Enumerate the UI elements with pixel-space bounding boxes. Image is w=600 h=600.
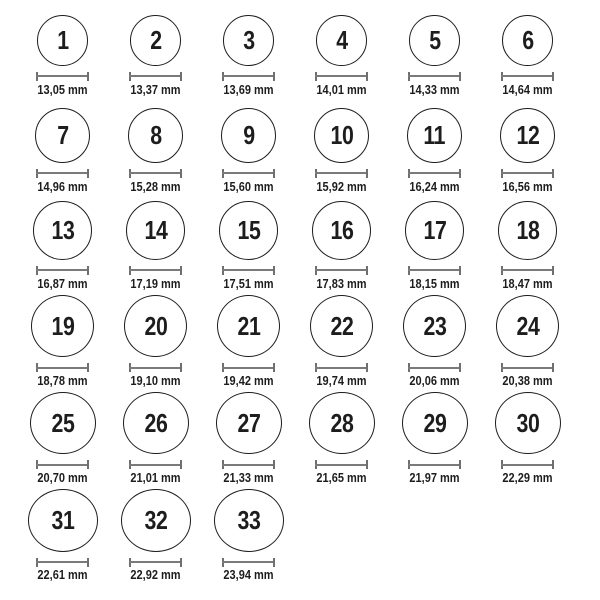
diameter-measure <box>501 460 554 468</box>
ring-size-cell <box>202 198 295 295</box>
diameter-measure <box>222 460 275 468</box>
diameter-measure <box>129 558 182 566</box>
chart-row <box>16 295 600 392</box>
diameter-label: 13,05 mm <box>37 82 88 97</box>
measure-line <box>129 561 182 563</box>
ring-circle <box>28 489 98 552</box>
ring-circle <box>316 15 367 66</box>
ring-circle <box>310 295 373 357</box>
measure-tick-right-icon <box>366 169 368 178</box>
diameter-measure <box>129 266 182 275</box>
diameter-label: 17,83 mm <box>316 276 367 291</box>
ring-size-number: 3 <box>242 25 255 56</box>
ring-size-number: 14 <box>144 215 167 246</box>
measure-line <box>501 172 554 174</box>
measure-line <box>222 172 275 174</box>
ring-size-cell <box>388 198 481 295</box>
measure-tick-right-icon <box>87 169 89 178</box>
diameter-measure <box>315 363 368 372</box>
measure-line <box>501 464 554 466</box>
ring-circle <box>31 295 94 357</box>
ring-size-cell <box>16 392 109 489</box>
measure-line <box>36 561 89 563</box>
ring-circle <box>500 108 555 163</box>
ring-size-number: 24 <box>516 311 539 341</box>
diameter-label: 17,19 mm <box>130 276 181 291</box>
measure-tick-right-icon <box>273 72 275 81</box>
ring-circle <box>30 392 96 454</box>
ring-size-number: 17 <box>423 215 446 246</box>
measure-line <box>501 75 554 77</box>
diameter-label: 13,69 mm <box>223 82 274 97</box>
measure-line <box>222 269 275 271</box>
measure-tick-right-icon <box>273 363 275 372</box>
measure-tick-right-icon <box>459 169 461 178</box>
ring-circle <box>35 108 90 163</box>
ring-size-cell <box>388 101 481 198</box>
measure-line <box>222 561 275 563</box>
ring-size-cell <box>16 4 109 101</box>
ring-size-cell <box>388 295 481 392</box>
measure-tick-right-icon <box>552 266 554 275</box>
ring-size-cell <box>109 295 202 392</box>
ring-size-cell <box>481 198 574 295</box>
measure-line <box>408 464 461 466</box>
measure-tick-right-icon <box>87 460 89 469</box>
ring-size-cell <box>16 489 109 586</box>
measure-tick-right-icon <box>180 558 182 567</box>
measure-tick-right-icon <box>273 460 275 469</box>
measure-tick-right-icon <box>366 363 368 372</box>
diameter-label: 14,01 mm <box>316 82 367 97</box>
ring-circle <box>123 392 189 454</box>
measure-line <box>408 75 461 77</box>
ring-circle <box>409 15 460 66</box>
ring-size-cell <box>481 392 574 489</box>
measure-line <box>315 367 368 369</box>
measure-tick-right-icon <box>180 169 182 178</box>
ring-size-number: 27 <box>237 408 260 439</box>
diameter-label: 14,64 mm <box>502 82 553 97</box>
measure-line <box>129 172 182 174</box>
ring-size-number: 30 <box>516 408 539 439</box>
ring-size-number: 10 <box>330 120 353 151</box>
ring-size-cell <box>481 295 574 392</box>
ring-size-number: 23 <box>423 311 446 341</box>
ring-size-cell <box>295 4 388 101</box>
diameter-measure <box>36 363 89 372</box>
measure-line <box>129 75 182 77</box>
diameter-label: 20,70 mm <box>37 470 88 485</box>
diameter-measure <box>408 169 461 178</box>
measure-tick-right-icon <box>552 169 554 178</box>
ring-circle <box>495 392 561 454</box>
diameter-label: 19,10 mm <box>130 373 181 388</box>
ring-size-cell <box>481 101 574 198</box>
measure-tick-right-icon <box>552 363 554 372</box>
diameter-label: 20,38 mm <box>502 373 553 388</box>
measure-tick-right-icon <box>552 72 554 81</box>
measure-tick-right-icon <box>273 266 275 275</box>
measure-tick-right-icon <box>87 72 89 81</box>
measure-line <box>315 269 368 271</box>
ring-size-cell <box>388 392 481 489</box>
diameter-label: 16,24 mm <box>409 179 460 194</box>
ring-size-number: 15 <box>237 215 260 246</box>
diameter-measure <box>129 169 182 178</box>
diameter-measure <box>315 460 368 468</box>
ring-size-cell <box>16 101 109 198</box>
measure-line <box>501 269 554 271</box>
diameter-measure <box>36 266 89 275</box>
diameter-label: 23,94 mm <box>223 567 274 582</box>
ring-circle <box>402 392 468 454</box>
ring-circle <box>502 15 553 66</box>
diameter-measure <box>501 169 554 178</box>
measure-tick-right-icon <box>87 266 89 275</box>
diameter-measure <box>129 460 182 468</box>
measure-tick-right-icon <box>180 266 182 275</box>
ring-size-cell <box>202 4 295 101</box>
ring-size-number: 18 <box>516 215 539 246</box>
diameter-label: 21,01 mm <box>130 470 181 485</box>
ring-size-number: 20 <box>144 311 167 341</box>
diameter-label: 21,65 mm <box>316 470 367 485</box>
ring-circle <box>219 201 278 260</box>
ring-circle <box>312 201 371 260</box>
ring-circle <box>37 15 88 66</box>
diameter-label: 16,87 mm <box>37 276 88 291</box>
measure-tick-right-icon <box>180 363 182 372</box>
diameter-measure <box>408 363 461 372</box>
measure-tick-right-icon <box>87 363 89 372</box>
measure-line <box>36 269 89 271</box>
measure-line <box>315 75 368 77</box>
ring-size-number: 25 <box>51 408 74 439</box>
measure-tick-right-icon <box>366 266 368 275</box>
measure-tick-right-icon <box>552 460 554 469</box>
ring-circle <box>496 295 559 357</box>
measure-line <box>315 172 368 174</box>
diameter-label: 21,33 mm <box>223 470 274 485</box>
ring-size-cell <box>295 295 388 392</box>
ring-size-cell <box>109 392 202 489</box>
ring-size-number: 4 <box>335 25 348 56</box>
diameter-label: 14,33 mm <box>409 82 460 97</box>
ring-circle <box>309 392 375 454</box>
ring-size-cell <box>295 198 388 295</box>
ring-size-cell <box>481 4 574 101</box>
ring-circle <box>221 108 276 163</box>
ring-size-number: 7 <box>56 120 69 151</box>
ring-size-number: 28 <box>330 408 353 439</box>
ring-size-number: 9 <box>242 120 255 151</box>
ring-circle <box>405 201 464 260</box>
diameter-measure <box>36 169 89 178</box>
diameter-measure <box>315 72 368 81</box>
diameter-label: 18,47 mm <box>502 276 553 291</box>
ring-circle <box>130 15 181 66</box>
measure-tick-right-icon <box>459 460 461 469</box>
diameter-measure <box>315 266 368 275</box>
measure-tick-right-icon <box>366 460 368 469</box>
measure-line <box>222 367 275 369</box>
ring-circle <box>217 295 280 357</box>
diameter-label: 15,60 mm <box>223 179 274 194</box>
diameter-label: 22,61 mm <box>37 567 88 582</box>
measure-line <box>222 75 275 77</box>
measure-line <box>129 269 182 271</box>
ring-size-number: 22 <box>330 311 353 341</box>
ring-size-number: 26 <box>144 408 167 439</box>
chart-row <box>16 198 600 295</box>
chart-row <box>16 489 600 586</box>
ring-size-cell <box>202 295 295 392</box>
diameter-measure <box>408 460 461 468</box>
ring-circle <box>214 489 284 552</box>
ring-circle <box>126 201 185 260</box>
measure-tick-right-icon <box>273 558 275 567</box>
ring-size-cell <box>295 101 388 198</box>
ring-circle <box>124 295 187 357</box>
diameter-measure <box>501 72 554 81</box>
ring-size-number: 8 <box>149 120 162 151</box>
diameter-measure <box>222 169 275 178</box>
chart-row <box>16 4 600 101</box>
ring-circle <box>498 201 557 260</box>
ring-size-number: 11 <box>423 120 446 151</box>
diameter-label: 13,37 mm <box>130 82 181 97</box>
measure-line <box>129 464 182 466</box>
ring-circle <box>403 295 466 357</box>
ring-size-number: 21 <box>237 311 260 341</box>
measure-line <box>408 269 461 271</box>
measure-line <box>501 367 554 369</box>
measure-tick-right-icon <box>366 72 368 81</box>
diameter-label: 20,06 mm <box>409 373 460 388</box>
ring-size-number: 31 <box>51 505 74 536</box>
diameter-measure <box>408 266 461 275</box>
measure-line <box>36 75 89 77</box>
ring-size-number: 29 <box>423 408 446 439</box>
ring-circle <box>128 108 183 163</box>
diameter-label: 22,92 mm <box>130 567 181 582</box>
diameter-measure <box>36 72 89 81</box>
ring-size-cell <box>109 101 202 198</box>
measure-line <box>129 367 182 369</box>
ring-size-cell <box>388 4 481 101</box>
ring-size-number: 2 <box>149 25 162 56</box>
diameter-measure <box>408 72 461 81</box>
measure-tick-right-icon <box>87 558 89 567</box>
ring-size-number: 33 <box>237 505 260 536</box>
measure-tick-right-icon <box>459 72 461 81</box>
measure-tick-right-icon <box>180 72 182 81</box>
diameter-label: 14,96 mm <box>37 179 88 194</box>
ring-size-cell <box>202 392 295 489</box>
ring-size-number: 13 <box>51 215 74 246</box>
diameter-measure <box>501 363 554 372</box>
chart-row <box>16 101 600 198</box>
ring-circle <box>121 489 191 552</box>
diameter-label: 17,51 mm <box>223 276 274 291</box>
ring-size-cell <box>202 489 295 586</box>
ring-circle <box>407 108 462 163</box>
measure-line <box>36 172 89 174</box>
ring-size-number: 16 <box>330 215 353 246</box>
ring-size-cell <box>16 198 109 295</box>
ring-circle <box>314 108 369 163</box>
measure-line <box>36 367 89 369</box>
diameter-measure <box>315 169 368 178</box>
measure-line <box>408 172 461 174</box>
ring-size-cell <box>109 4 202 101</box>
measure-line <box>315 464 368 466</box>
measure-line <box>408 367 461 369</box>
diameter-label: 18,78 mm <box>37 373 88 388</box>
ring-size-cell <box>16 295 109 392</box>
diameter-label: 21,97 mm <box>409 470 460 485</box>
diameter-measure <box>222 266 275 275</box>
ring-size-number: 5 <box>428 25 441 56</box>
ring-circle <box>223 15 274 66</box>
ring-size-number: 6 <box>521 25 534 56</box>
diameter-measure <box>501 266 554 275</box>
measure-tick-right-icon <box>459 363 461 372</box>
measure-tick-right-icon <box>180 460 182 469</box>
ring-size-number: 1 <box>56 25 69 56</box>
ring-size-cell <box>109 489 202 586</box>
diameter-label: 22,29 mm <box>502 470 553 485</box>
measure-line <box>36 464 89 466</box>
diameter-measure <box>222 363 275 372</box>
diameter-label: 15,28 mm <box>130 179 181 194</box>
diameter-label: 16,56 mm <box>502 179 553 194</box>
diameter-label: 15,92 mm <box>316 179 367 194</box>
ring-size-cell <box>109 198 202 295</box>
chart-row <box>16 392 600 489</box>
diameter-measure <box>129 72 182 81</box>
ring-size-number: 32 <box>144 505 167 536</box>
diameter-measure <box>222 72 275 81</box>
ring-circle <box>216 392 282 454</box>
measure-line <box>222 464 275 466</box>
ring-size-cell <box>202 101 295 198</box>
diameter-measure <box>36 460 89 468</box>
ring-size-number: 19 <box>51 311 74 341</box>
diameter-measure <box>36 558 89 566</box>
diameter-label: 19,74 mm <box>316 373 367 388</box>
ring-circle <box>33 201 92 260</box>
measure-tick-right-icon <box>273 169 275 178</box>
diameter-label: 18,15 mm <box>409 276 460 291</box>
ring-size-number: 12 <box>516 120 539 151</box>
ring-size-cell <box>295 392 388 489</box>
diameter-label: 19,42 mm <box>223 373 274 388</box>
diameter-measure <box>222 558 275 566</box>
measure-tick-right-icon <box>459 266 461 275</box>
diameter-measure <box>129 363 182 372</box>
